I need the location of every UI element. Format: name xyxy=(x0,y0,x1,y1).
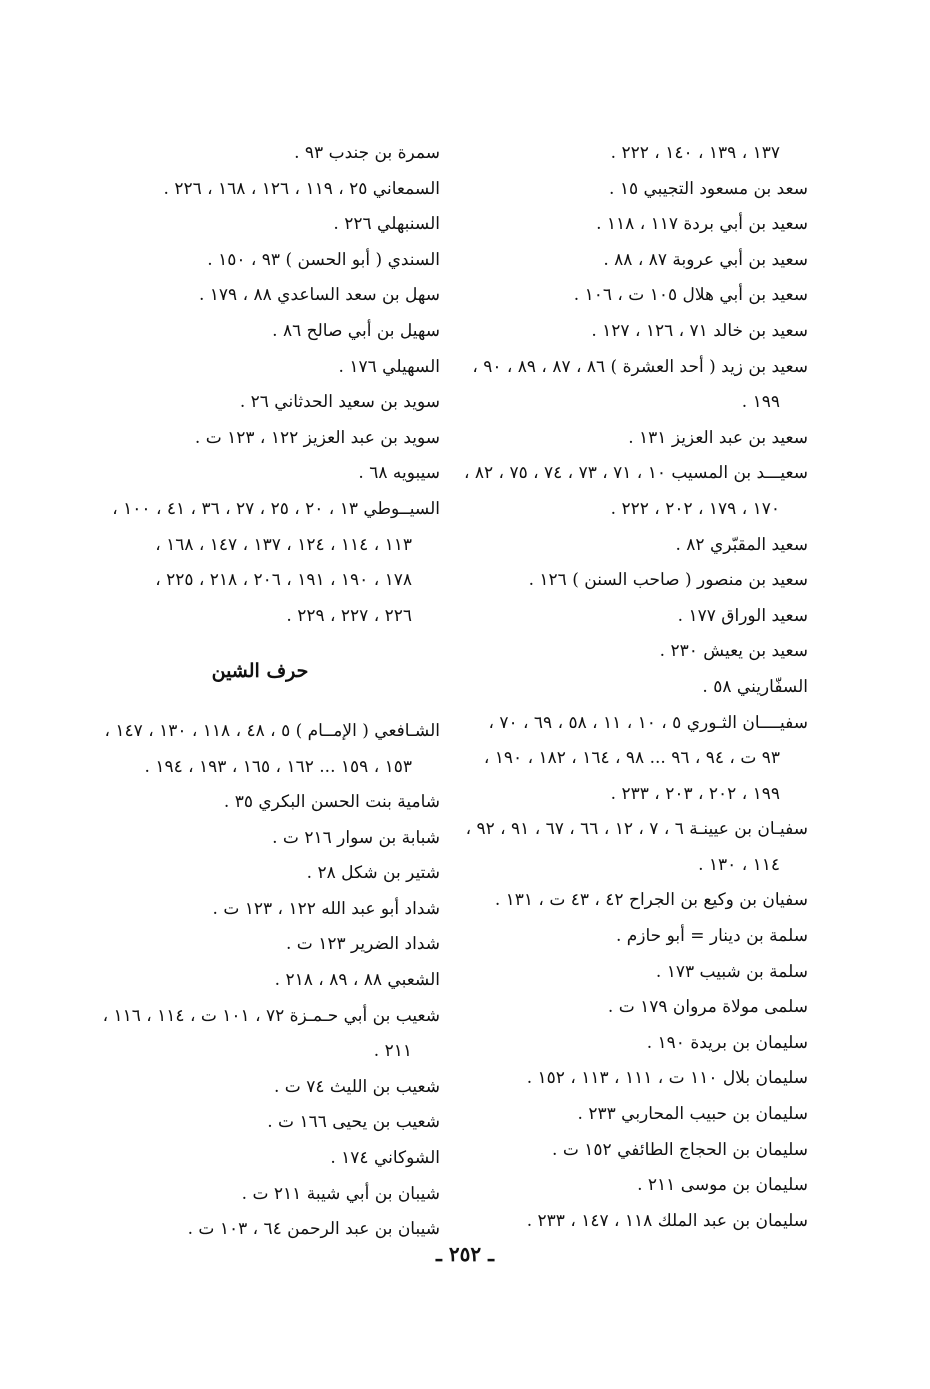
index-entry: سليمان بن بريدة ١٩٠ . xyxy=(646,1032,808,1053)
index-entry: السنبهلي ٢٢٦ . xyxy=(333,214,440,235)
page-number: ـ ٢٥٢ ـ xyxy=(436,1242,494,1266)
index-entry: سفيـان بن عيينـة ٦ ، ٧ ، ١٢ ، ٦٦ ، ٦٧ ، ٩١ ، ٩٢ ، xyxy=(465,819,808,840)
index-entry: سعيد بن أبي عروبة ٨٧ ، ٨٨ . xyxy=(603,249,808,270)
index-entry: شبابة بن سوار ٢١٦ ت . xyxy=(272,827,440,848)
index-entry: شداد أبو عبد الله ١٢٢ ، ١٢٣ ت . xyxy=(212,898,440,919)
index-entry: السندي ( أبو الحسن ) ٩٣ ، ١٥٠ . xyxy=(207,249,440,270)
index-entry: سعيد بن عبد العزيز ١٣١ . xyxy=(628,427,808,448)
index-entry: الشـافعي ( الإمــام ) ٥ ، ٤٨ ، ١١٨ ، ١٣٠ ، ١٤٧ ، xyxy=(104,720,440,741)
index-entry: الشعبي ٨٨ ، ٨٩ ، ٢١٨ . xyxy=(274,970,440,991)
index-entry: سليمان بن موسى ٢١١ . xyxy=(637,1175,808,1196)
index-entry: سفيــــان الثـوري ٥ ، ١٠ ، ١١ ، ٥٨ ، ٦٩ ، ٧٠ ، xyxy=(488,712,808,733)
right-column xyxy=(448,136,808,1239)
index-entry-continuation: ١٧٠ ، ١٧٩ ، ٢٠٢ ، ٢٢٢ . xyxy=(610,498,780,519)
index-entry: سعيد بن أبي بردة ١١٧ ، ١١٨ . xyxy=(596,214,808,235)
index-entry: السفّاريني ٥٨ . xyxy=(702,676,808,697)
left-column-top-entries xyxy=(80,136,440,634)
index-entry: سعيد بن يعيش ٢٣٠ . xyxy=(659,641,808,662)
index-entry: سعيد بن منصور ( صاحب السنن ) ١٢٦ . xyxy=(528,570,808,591)
index-entry: سلمة بن شبيب ١٧٣ . xyxy=(655,961,808,982)
section-heading: حرف الشين xyxy=(211,660,309,683)
index-entry: شعيب بن الليث ٧٤ ت . xyxy=(274,1076,440,1097)
index-entry: سليمان بن الحجاج الطائفي ١٥٢ ت . xyxy=(552,1139,808,1160)
index-entry: سعد بن مسعود التجيبي ١٥ . xyxy=(609,178,808,199)
index-entry: سعيد بن أبي هلال ١٠٥ ت ، ١٠٦ . xyxy=(573,285,808,306)
index-entry-continuation: ١٩٩ . xyxy=(741,392,780,413)
index-entry: السهيلي ١٧٦ . xyxy=(338,356,440,377)
index-entry-continuation: ١١٤ ، ١٣٠ . xyxy=(698,854,780,875)
index-entry: سليمان بلال ١١٠ ت ، ١١١ ، ١١٣ ، ١٥٢ . xyxy=(526,1068,808,1089)
index-entry: سفيان بن وكيع بن الجراح ٤٢ ، ٤٣ ت ، ١٣١ . xyxy=(494,890,808,911)
index-entry: سويد بن عبد العزيز ١٢٢ ، ١٢٣ ت . xyxy=(194,427,440,448)
index-entry: سمرة بن جندب ٩٣ . xyxy=(294,143,440,163)
left-column-bottom-entries xyxy=(80,714,440,1248)
index-entry-continuation: ٢١١ . xyxy=(373,1041,412,1062)
index-entry: شداد الضرير ١٢٣ ت . xyxy=(285,934,440,955)
index-entry: سلمة بن دينار = أبو حازم . xyxy=(615,926,808,947)
index-entry: شيبان بن أبي شيبة ٢١١ ت . xyxy=(241,1183,440,1204)
index-entry: سعيد بن زيد ( أحد العشرة ) ٨٦ ، ٨٧ ، ٨٩ ، ٩٠ ، xyxy=(472,356,808,377)
index-entry-continuation: ١٣٧ ، ١٣٩ ، ١٤٠ ، ٢٢٢ . xyxy=(610,143,780,163)
index-entry: سعيد بن خالد ٧١ ، ١٢٦ ، ١٢٧ . xyxy=(591,320,808,341)
index-entry: سعيد الوراق ١٧٧ . xyxy=(677,605,808,626)
left-column xyxy=(80,136,440,1248)
index-entry-continuation: ٢٢٦ ، ٢٢٧ ، ٢٢٩ . xyxy=(286,605,412,626)
index-entry: سيبويه ٦٨ . xyxy=(358,463,440,484)
index-entry: شامية بنت الحسن البكري ٣٥ . xyxy=(223,792,440,813)
index-entry: شيبان بن عبد الرحمن ٦٤ ، ١٠٣ ت . xyxy=(187,1219,440,1240)
index-entry: السمعاني ٢٥ ، ١١٩ ، ١٢٦ ، ١٦٨ ، ٢٢٦ . xyxy=(163,178,440,199)
index-entry: سعيـــد بن المسيب ١٠ ، ٧١ ، ٧٣ ، ٧٤ ، ٧٥ ، ٨٢ ، xyxy=(463,463,808,484)
index-entry: سلمى مولاة مروان ١٧٩ ت . xyxy=(607,997,808,1018)
index-entry: سهل بن سعد الساعدي ٨٨ ، ١٧٩ . xyxy=(198,285,440,306)
index-entry: شعيب بن أبي حـمـزة ٧٢ ، ١٠١ ت ، ١١٤ ، ١١٦ ، xyxy=(102,1005,440,1026)
index-entry-continuation: ١٥٣ ، ١٥٩ ... ١٦٢ ، ١٦٥ ، ١٩٣ ، ١٩٤ . xyxy=(144,756,412,777)
index-entry-continuation: ١٩٩ ، ٢٠٢ ، ٢٠٣ ، ٢٣٣ . xyxy=(610,783,780,804)
index-entry: سليمان بن عبد الملك ١١٨ ، ١٤٧ ، ٢٣٣ . xyxy=(526,1210,808,1231)
index-entry-continuation: ٩٣ ت ، ٩٤ ، ٩٦ ... ٩٨ ، ١٦٤ ، ١٨٢ ، ١٩٠ ، xyxy=(483,748,780,769)
index-entry-continuation: ١١٣ ، ١١٤ ، ١٢٤ ، ١٣٧ ، ١٤٧ ، ١٦٨ ، xyxy=(155,534,412,555)
index-entry: سويد بن سعيد الحدثاني ٢٦ . xyxy=(239,392,440,413)
index-entry: شعيب بن يحيى ١٦٦ ت . xyxy=(267,1112,440,1133)
index-entry-continuation: ١٧٨ ، ١٩٠ ، ١٩١ ، ٢٠٦ ، ٢١٨ ، ٢٢٥ ، xyxy=(155,570,412,591)
index-entry: السيــوطي ١٣ ، ٢٠ ، ٢٥ ، ٢٧ ، ٣٦ ، ٤١ ، ١٠٠ ، xyxy=(112,498,440,519)
index-entry: سهيل بن أبي صالح ٨٦ . xyxy=(272,320,440,341)
index-entry: سعيد المقبّري ٨٢ . xyxy=(675,534,808,555)
index-entry: سليمان بن حبيب المحاربي ٢٣٣ . xyxy=(577,1104,808,1125)
index-entry: الشوكاني ١٧٤ . xyxy=(330,1148,440,1169)
index-entry: شتير بن شكل ٢٨ . xyxy=(306,863,440,884)
